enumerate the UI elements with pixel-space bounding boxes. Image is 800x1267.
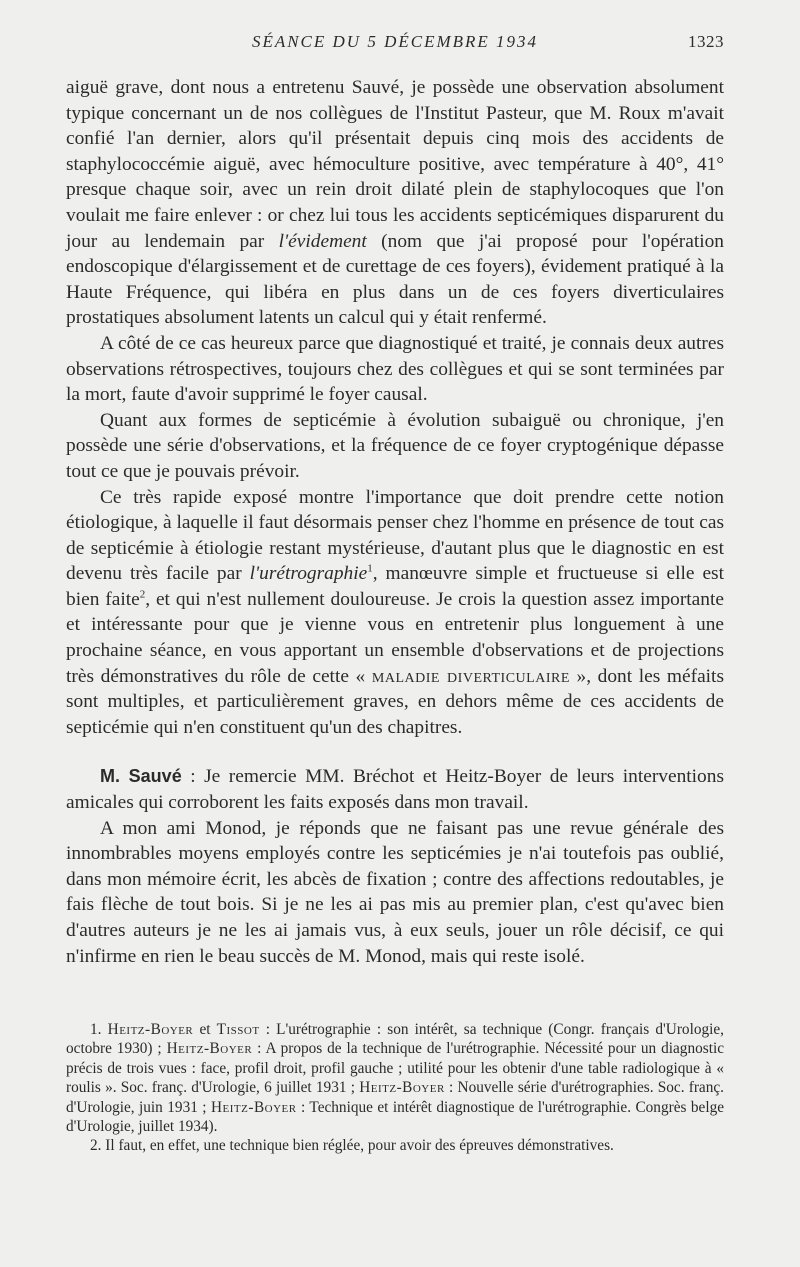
- footnotes: [66, 1020, 724, 1156]
- text-run: (nom que j'ai proposé pour l'opération endoscopique d'élargissement et de curettage de ces foyers), évidement pratiqué à la Haute Fréquence, qui libéra en plus dans un de ces foyers diverticulaires prostatiques absolument latents un calcul qui y était renfermé.: [66, 230, 724, 329]
- text-run: aiguë grave, dont nous a entretenu Sauvé, je possède une observation absolument typique concernant un de nos collègues de l'Institut Pasteur, que M. Roux m'avait confié l'an dernier, alors qu'il présentait depuis cinq mois des accidents de staphylococcémie aiguë, avec hémoculture positive, avec température à 40°, 41° presque chaque soir, avec un rein droit dilaté plein de staphylocoques que l'on voulait me faire enlever : or chez lui tous les accidents septicémiques disparurent du jour au lendemain par: [66, 77, 724, 252]
- text-run: , et qui n'est nullement douloureuse. Je crois la question assez importante et intéressante pour que je vienne vous en entretenir plus longuement à une prochaine séance, en vous apportant un ensemble d'observations et de projections très démonstratives du rôle de cette «: [66, 588, 724, 687]
- author-name: Heitz-Boyer: [359, 1079, 445, 1097]
- author-name: Tissot: [216, 1021, 260, 1038]
- footnote-ref: 1: [367, 562, 373, 575]
- text-run: Ce très rapide exposé montre l'importance que doit prendre cette notion étiologique, à laquelle il faut désormais penser chez l'homme en présence de tout cas de septicémie à étiologie restant mystérieuse, d'autant plus que le diagnostic en est devenu très facile par: [66, 486, 724, 585]
- text-run: et: [193, 1021, 217, 1038]
- text-run: , manœuvre simple et fructueuse si elle est bien faite: [66, 563, 724, 610]
- body-text: [66, 75, 724, 969]
- page-number: 1323: [688, 32, 724, 51]
- paragraph-speaker: [66, 764, 724, 815]
- footnote-ref: 2: [139, 588, 146, 601]
- footnote-number: 1.: [90, 1021, 108, 1038]
- text-run: : Je remercie MM. Bréchot et Heitz-Boyer de leurs interventions amicales qui corroborent les faits exposés dans mon travail.: [66, 766, 724, 814]
- text-run: : A propos de la technique de l'urétrographie. Nécessité pour un diagnostic précis de trois vues : face, profil droit, profil gauche ; utilité pour les obtenir d'une table radiologique à « roulis ». Soc. franç. d'Urologie, 6 juillet 1931 ;: [66, 1040, 724, 1097]
- paragraph: Quant aux formes de septicémie à évolution subaiguë ou chronique, j'en possède une série d'observations, et la fréquence de ce foyer cryptogénique dépasse tout ce que je pouvais prévoir.: [66, 409, 724, 482]
- text-run: », dont les méfaits sont multiples, et particulièrement graves, en dehors même de ces accidents de septicémie qui n'en constituent qu'un des chapitres.: [66, 665, 724, 738]
- footnote-1: [66, 1020, 724, 1136]
- text-run: : Nouvelle série d'urétrographies. Soc. franç. d'Urologie, juin 1931 ;: [66, 1079, 724, 1116]
- author-name: Heitz-Boyer: [107, 1021, 194, 1038]
- paragraph: A mon ami Monod, je réponds que ne faisant pas une revue générale des innombrables moyens employés contre les septicémies je n'ai toutefois pas oublié, dans mon mémoire écrit, les abcès de fixation ; contre des affections redoutables, je fais flèche de tout bois. Si je ne les ai pas mis au premier plan, c'est qu'avec bien d'autres auteurs je ne les ai jamais vus, à eux seuls, jouer un rôle décisif, ce qui n'infirme en rien le beau succès de M. Monod, mais qui reste isolé.: [66, 817, 724, 967]
- running-head: [66, 32, 724, 56]
- italic-term: l'urétrographie: [249, 563, 368, 585]
- footnote-2: 2. Il faut, en effet, une technique bien réglée, pour avoir des épreuves démonstratives.: [90, 1137, 614, 1155]
- text-run: : L'urétrographie : son intérêt, sa technique (Congr. français d'Urologie, octobre 1930) ;: [66, 1021, 724, 1058]
- paragraph-continuation: [66, 75, 724, 331]
- speaker-name: M. Sauvé: [100, 766, 182, 787]
- paragraph: [66, 485, 724, 741]
- italic-term: l'évidement: [278, 230, 367, 252]
- paragraph: A côté de ce cas heureux parce que diagnostiqué et traité, je connais deux autres observations rétrospectives, toujours chez des collègues et qui se sont terminées par la mort, faute d'avoir supprimé le foyer causal.: [66, 332, 724, 406]
- running-title: SÉANCE DU 5 DÉCEMBRE 1934: [251, 32, 539, 51]
- small-caps-term: maladie diverticulaire: [371, 665, 570, 687]
- author-name: Heitz-Boyer: [166, 1040, 253, 1058]
- author-name: Heitz-Boyer: [210, 1098, 297, 1116]
- text-run: : Technique et intérêt diagnostique de l'urétrographie. Congrès belge d'Urologie, juillet 1934).: [66, 1098, 725, 1136]
